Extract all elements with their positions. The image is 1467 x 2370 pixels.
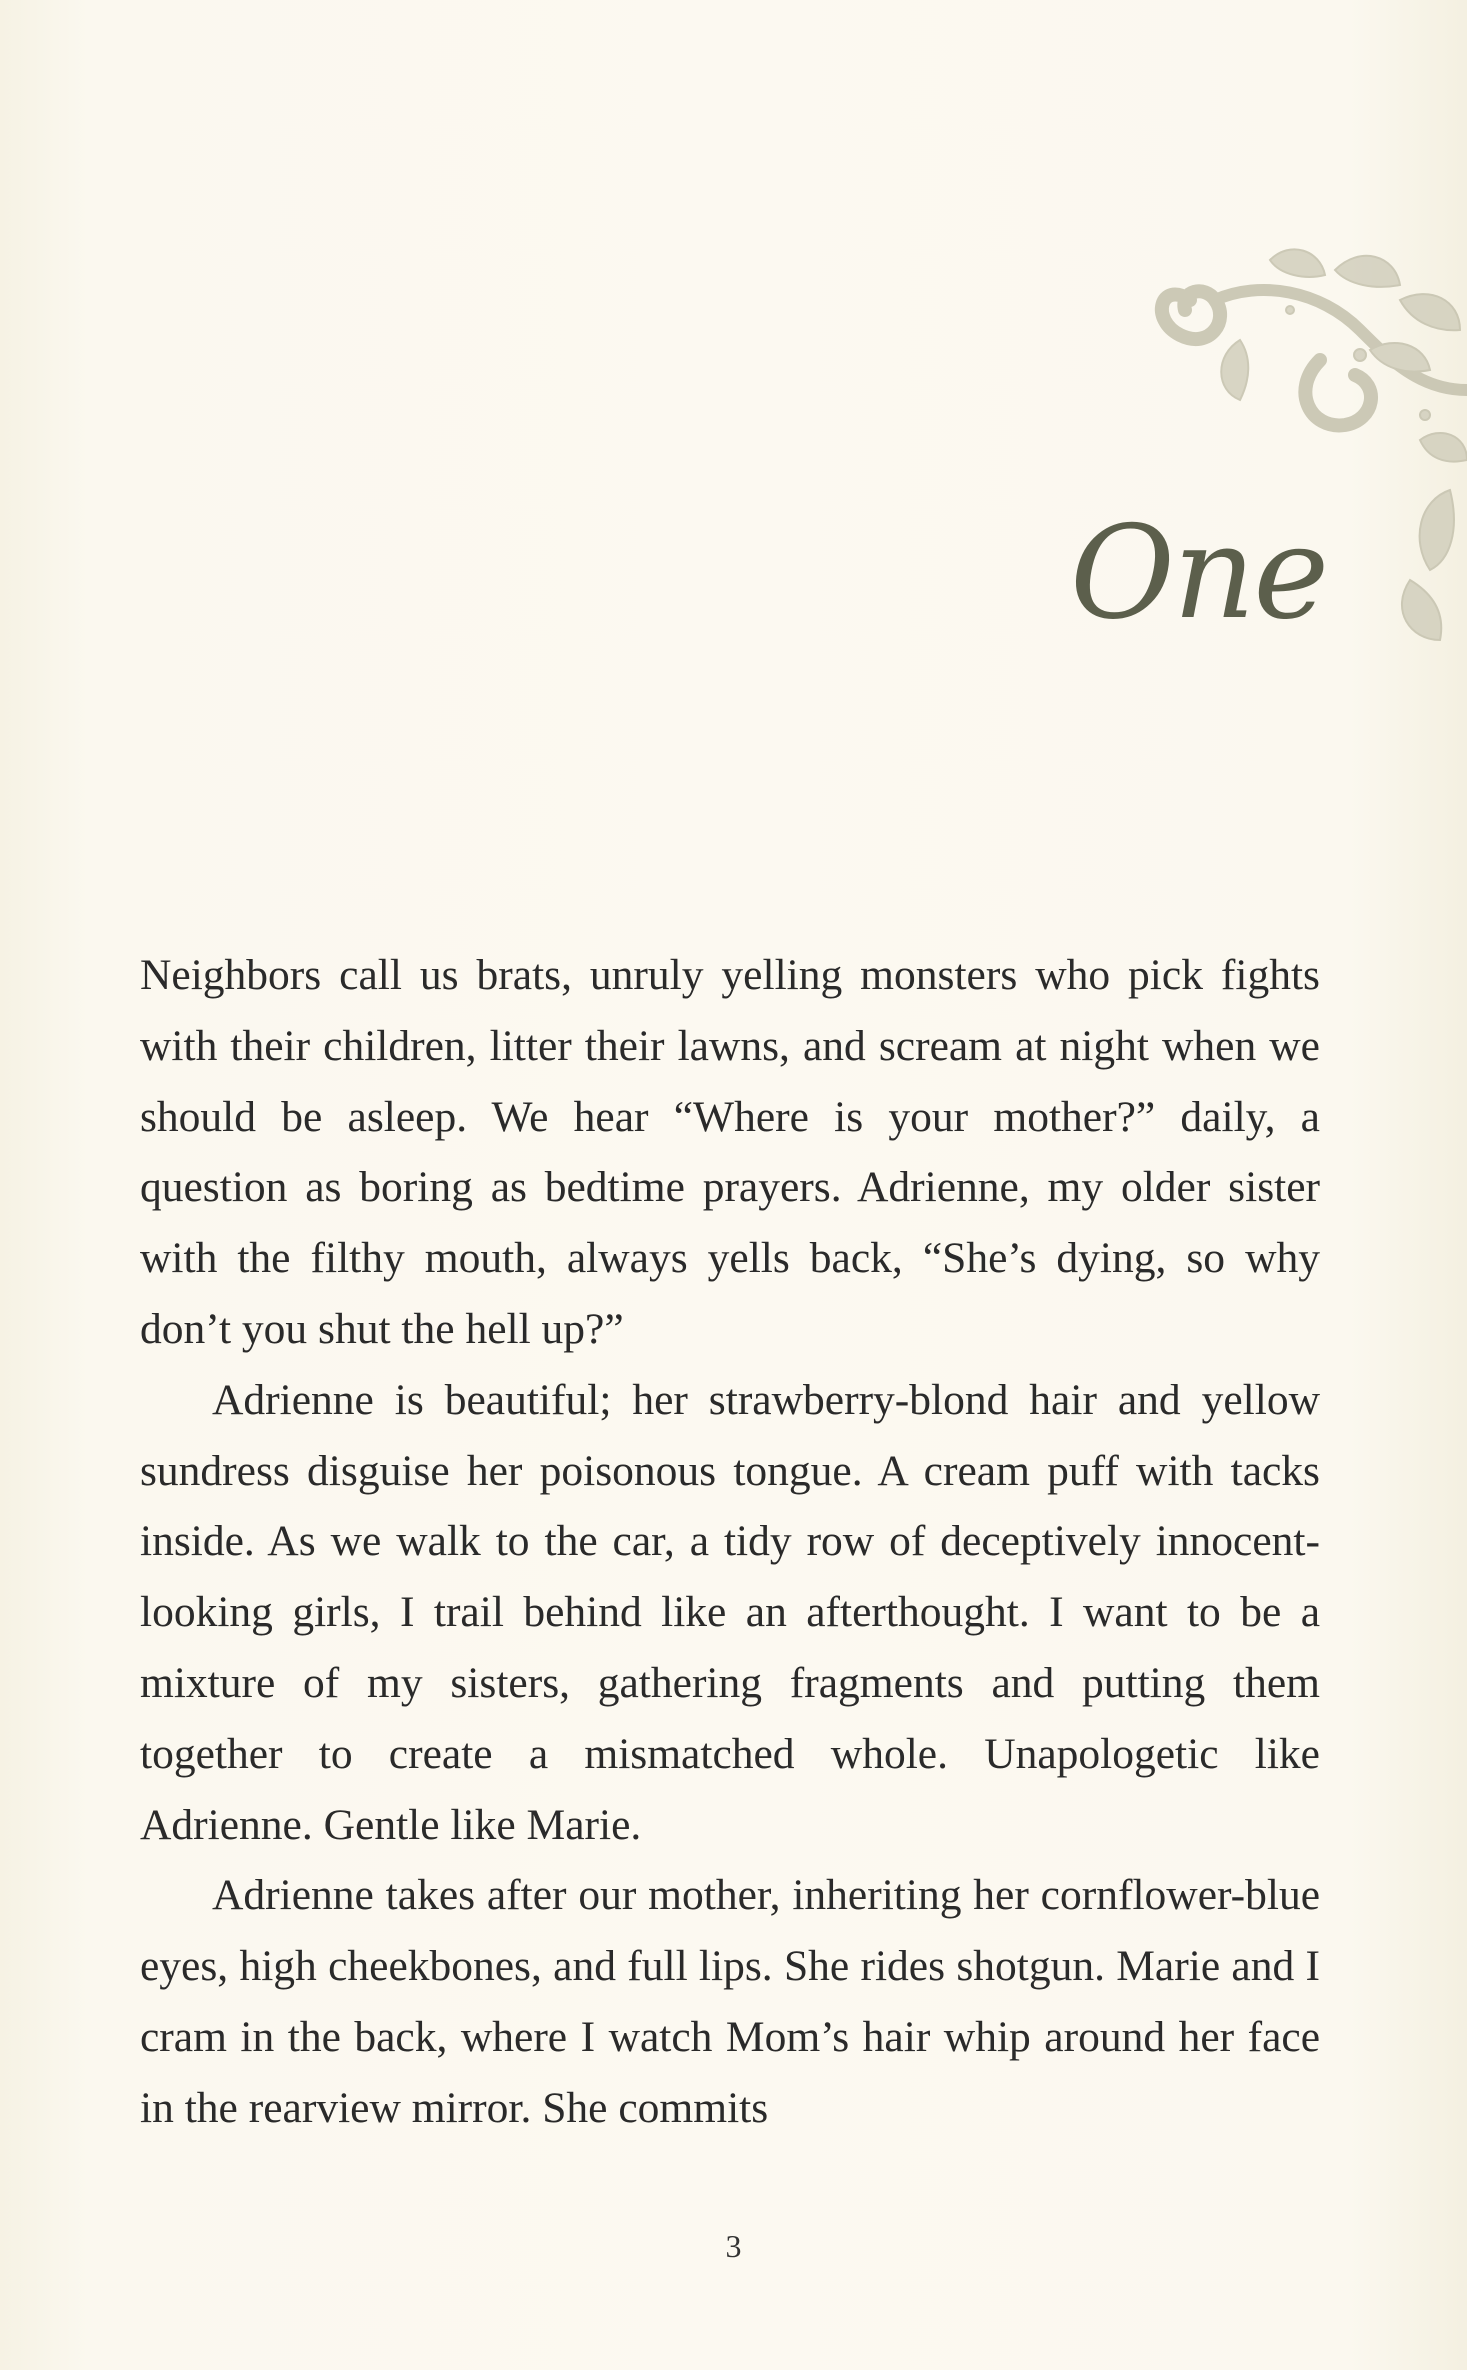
paragraph: Neighbors call us brats, unruly yelling monsters who pick fights with their children, litter their lawns, and scream at night when we should be asleep. We hear “Where is your mother?” daily, a question as boring as bedtime prayers. Adrienne, my older sister with the filthy mouth, always yells back, “She’s dying, so why don’t you shut the hell up?” [140, 951, 1320, 1353]
chapter-body [140, 940, 1320, 2144]
paragraph: Adrienne takes after our mother, inheriting her cornflower-blue eyes, high cheekbones, and full lips. She rides shotgun. Marie and I cram in the back, where I watch Mom’s hair whip around her face in the rearview mirror. She commits [140, 1871, 1320, 2132]
paragraph: Adrienne is beautiful; her strawberry-blond hair and yellow sundress disguise her poisonous tongue. A cream puff with tacks inside. As we walk to the car, a tidy row of deceptively innocent-looking girls, I trail behind like an afterthought. I want to be a mixture of my sisters, gathering fragments and putting them together to create a mismatched whole. Unapologetic like Adrienne. Gentle like Marie. [140, 1375, 1320, 1849]
chapter-title: One [1070, 499, 1328, 648]
page-number: 3 [725, 2228, 742, 2264]
